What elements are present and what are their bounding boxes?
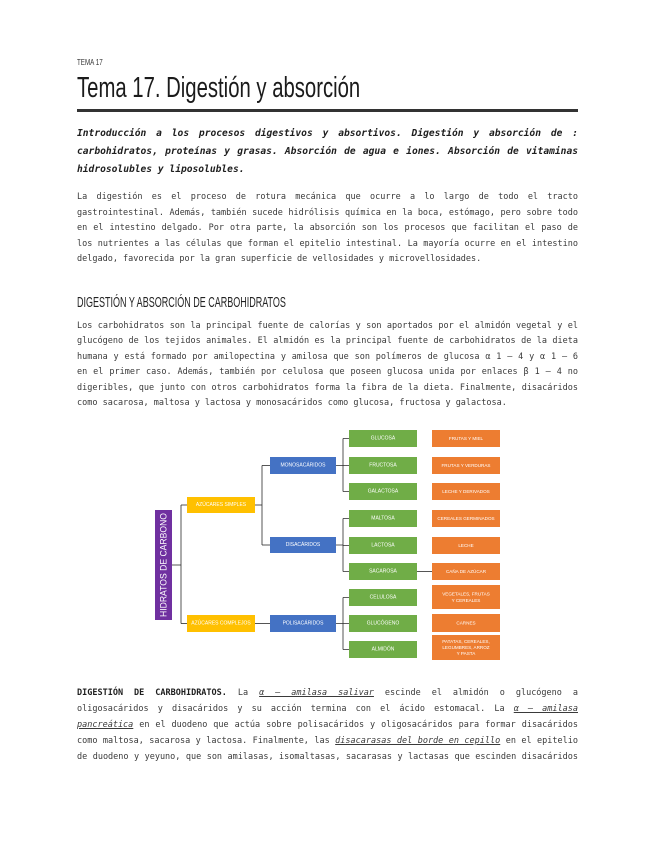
paragraph-line: digeribles, que junto con otros carbohidratos forma la fibra de la dieta. Finalmente, disacáridos xyxy=(77,382,578,393)
group-label: AZÚCARES SIMPLES xyxy=(195,502,247,508)
digestion-definition-paragraph xyxy=(77,190,578,268)
carbohydrate-digestion-paragraph xyxy=(77,685,578,765)
paragraph-line: en el intestino delgado. Por otra parte, la absorción son los procesos que facilitan el paso de xyxy=(77,223,578,233)
polysaccharide-bracket xyxy=(336,598,349,650)
enzyme-pancreatic-amylase: α – amilasa xyxy=(513,704,578,714)
paragraph-line: gastrointestinal. Además, también sucede hidrólisis química en la boca, estómago, pero sobre todo xyxy=(77,207,578,218)
example-label: GLUCOSA xyxy=(370,435,396,442)
paragraph-line: humana y está formado por amilopectina y amilosa que son polímeros de glucosa α 1 – 4 y α 1 – 6 xyxy=(77,351,578,362)
page-title: Tema 17. Digestión y absorción xyxy=(77,72,361,104)
group-label: AZÚCARES COMPLEJOS xyxy=(191,620,251,627)
digestion-lead: DIGESTIÓN DE CARBOHIDRATOS. xyxy=(77,688,227,698)
source-label: VEGETALES, FRUTAS xyxy=(442,591,490,597)
source-label: LEGUMBRES, ARROZ xyxy=(442,645,490,650)
example-label: CELULOSA xyxy=(369,594,397,601)
carbohydrate-classification-diagram xyxy=(150,425,505,665)
example-label: LACTOSA xyxy=(371,542,395,549)
paragraph-line xyxy=(77,685,578,701)
paragraph-line: glucógeno de los tejidos animales. El almidón es la principal fuente de carbohidratos de la dieta xyxy=(77,336,578,347)
intro-line: Introducción a los procesos digestivos y absortivos. Digestión y absorción de : xyxy=(77,128,578,139)
monosaccharide-bracket xyxy=(336,439,349,492)
example-label: GLUCÓGENO xyxy=(366,620,400,627)
source-label: CEREALES GERMINADOS xyxy=(437,516,495,521)
paragraph-line: La digestión es el proceso de rotura mecánica que ocurre a lo largo de todo el tracto xyxy=(77,192,578,202)
paragraph-line: los nutrientes a las células que forman el epitelio intestinal. La mayoría ocurre en el intestino xyxy=(77,238,578,249)
example-label: FRUCTOSA xyxy=(369,462,397,469)
section-heading: DIGESTIÓN Y ABSORCIÓN DE CARBOHIDRATOS xyxy=(77,294,286,311)
type-label: POLISACÁRIDOS xyxy=(282,620,324,627)
carbohydrates-paragraph xyxy=(77,319,578,411)
example-label: MALTOSA xyxy=(371,515,395,522)
source-label: LECHE Y DERIVADOS xyxy=(442,489,490,494)
example-label: ALMIDÓN xyxy=(371,646,395,653)
source-label: Y PASTA xyxy=(456,651,476,656)
source-label: FRUTAS Y VERDURAS xyxy=(441,463,491,468)
source-label: Y CEREALES xyxy=(451,598,481,603)
text-segment: oligosacáridos y disacáridos y su acción termina con el ácido estomacal. La xyxy=(77,704,514,714)
title-divider xyxy=(77,109,578,112)
intro-paragraph xyxy=(77,125,578,179)
paragraph-line xyxy=(77,733,578,749)
enzyme-pancreatic-amylase: pancreática xyxy=(77,720,134,730)
root-label: HIDRATOS DE CARBONO xyxy=(158,508,169,617)
source-label: FRUTAS Y MIEL xyxy=(448,436,484,441)
text-segment: en el epitelio xyxy=(500,736,578,746)
source-label: CARNES xyxy=(456,620,476,626)
source-label: PATATAS, CEREALES, xyxy=(442,639,490,644)
paragraph-line: como sacarosa, maltosa y lactosa y monosacáridos como glucosa, fructosa y galactosa. xyxy=(77,398,507,409)
paragraph-line xyxy=(77,701,578,717)
enzyme-brush-border-disaccharidases: disacarasas del borde en cepillo xyxy=(335,736,501,746)
type-label: MONOSACÁRIDOS xyxy=(280,462,326,469)
source-label: LECHE xyxy=(458,543,474,548)
text-segment: escinde el almidón o glucógeno a xyxy=(373,688,578,698)
type-label: DISACÁRIDOS xyxy=(285,542,321,548)
disaccharide-bracket xyxy=(336,519,349,572)
paragraph-line: de duodeno y yeyuno, que son amilasas, isomaltasas, sacarasas y lactasas que escinden disacáridos xyxy=(77,752,578,762)
text-segment: en el duodeno que actúa sobre polisacáridos y oligosacáridos para formar disacáridos xyxy=(133,720,578,730)
paragraph-line: en el primer caso. Además, también por celulosa que poseen glucosa unida por enlaces β 1 – 4 no xyxy=(77,367,578,378)
example-label: SACAROSA xyxy=(369,568,397,575)
example-label: GALACTOSA xyxy=(367,488,399,495)
text-segment: La xyxy=(226,688,260,698)
intro-line: carbohidratos, proteínas y grasas. Absorción de agua e iones. Absorción de vitaminas xyxy=(77,146,578,157)
enzyme-salivary-amylase: α – amilasa salivar xyxy=(259,688,374,698)
paragraph-line xyxy=(77,717,578,733)
paragraph-line: Los carbohidratos son la principal fuente de calorías y son aportados por el almidón vegetal y el xyxy=(77,321,578,331)
running-header: TEMA 17 xyxy=(77,58,103,67)
intro-line: hidrosolubles y liposolubles. xyxy=(77,164,245,175)
source-box xyxy=(432,585,500,609)
source-label: CAÑA DE AZÚCAR xyxy=(445,569,487,574)
paragraph-line: delgado, favorecida por la gran superficie de vellosidades y microvellosidades. xyxy=(77,254,482,264)
text-segment: como maltosa, sacarosa y lactosa. Finalmente, las xyxy=(77,736,336,746)
